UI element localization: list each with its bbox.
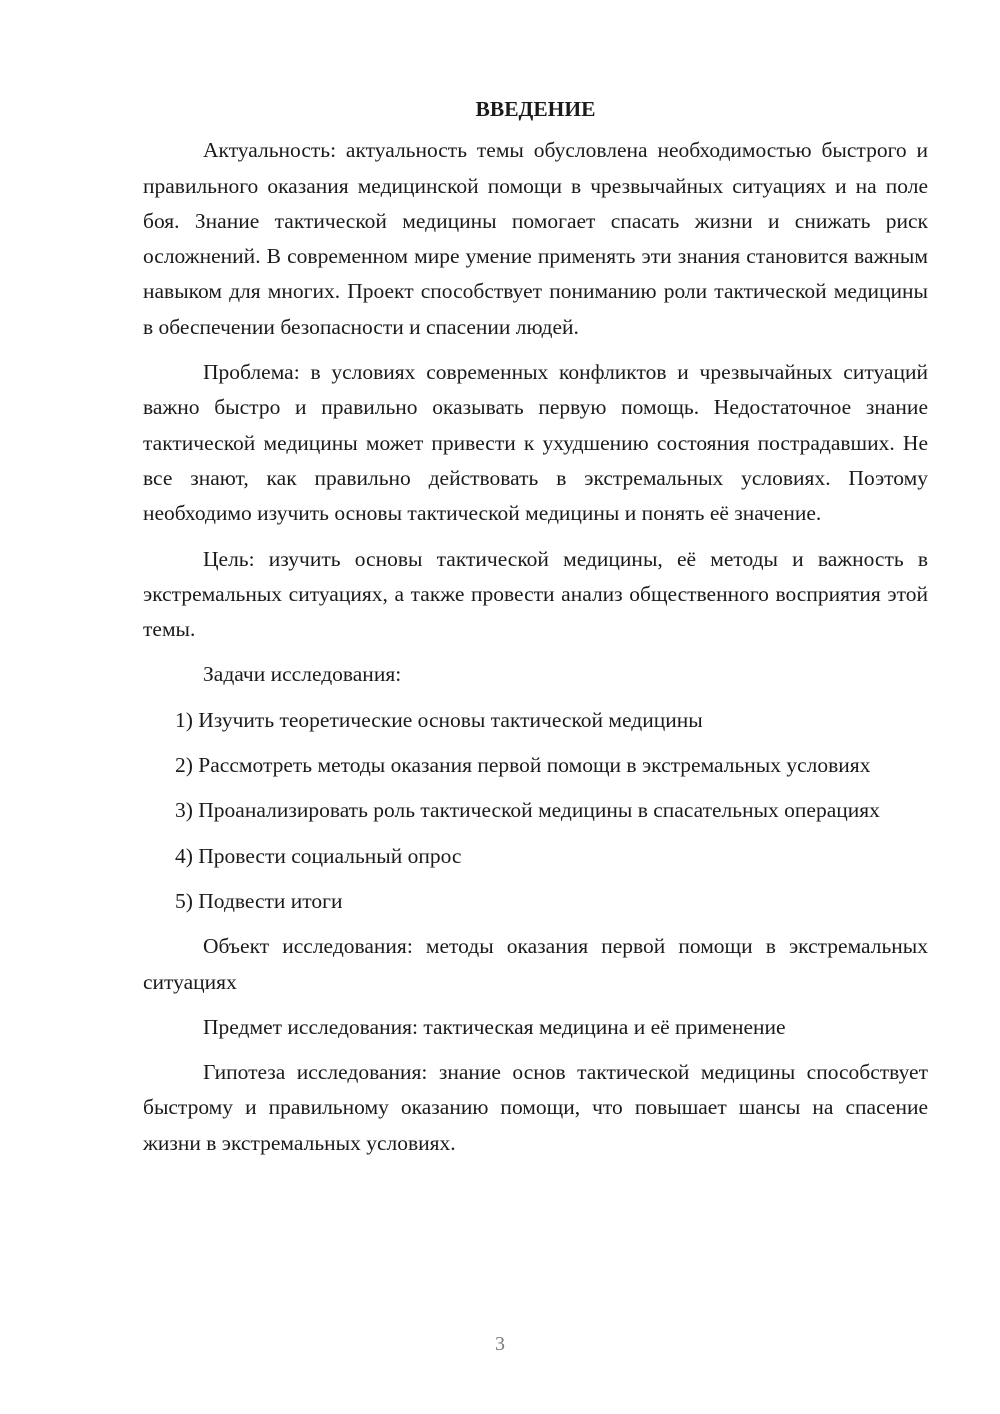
paragraph-goal: Цель: изучить основы тактической медицины, её методы и важность в экстремальных ситуациях, а также провести анализ общественного восприятия этой темы.	[143, 546, 928, 642]
list-item: 4) Провести социальный опрос	[175, 843, 462, 868]
page-number: 3	[495, 1333, 505, 1355]
paragraph-object: Объект исследования: методы оказания первой помощи в экстремальных ситуациях	[143, 934, 928, 994]
list-item: 5) Подвести итоги	[175, 888, 343, 913]
paragraph-relevance: Актуальность: актуальность темы обусловлена необходимостью быстрого и правильного оказания медицинской помощи в чрезвычайных ситуациях и на поле боя. Знание тактической медицины помогает спасать жизни и снижать риск осложнений. В современном мире умение применять эти знания становится важным навыком для многих. Проект способствует пониманию роли тактической медицины в обеспечении безопасности и спасении людей.	[143, 138, 928, 339]
paragraph-hypothesis: Гипотеза исследования: знание основ тактической медицины способствует быстрому и правильному оказанию помощи, что повышает шансы на спасение жизни в экстремальных условиях.	[143, 1060, 928, 1155]
section-title: ВВЕДЕНИЕ	[475, 97, 596, 121]
paragraph-subject: Предмет исследования: тактическая медицина и её применение	[203, 1014, 786, 1039]
paragraph-problem: Проблема: в условиях современных конфликтов и чрезвычайных ситуаций важно быстро и правильно оказывать первую помощь. Недостаточное знание тактической медицины может привести к ухудшению состояния пострадавших. Не все знают, как правильно действовать в экстремальных условиях. Поэтому необходимо изучить основы тактической медицины и понять её значение.	[143, 360, 928, 526]
tasks-list	[143, 703, 928, 919]
list-item: 1) Изучить теоретические основы тактической медицины	[175, 707, 703, 732]
list-item: 3) Проанализировать роль тактической медицины в спасательных операциях	[175, 798, 880, 823]
list-item: 2) Рассмотреть методы оказания первой помощи в экстремальных условиях	[175, 753, 871, 778]
tasks-heading: Задачи исследования:	[203, 662, 402, 687]
document-page	[143, 92, 928, 1171]
